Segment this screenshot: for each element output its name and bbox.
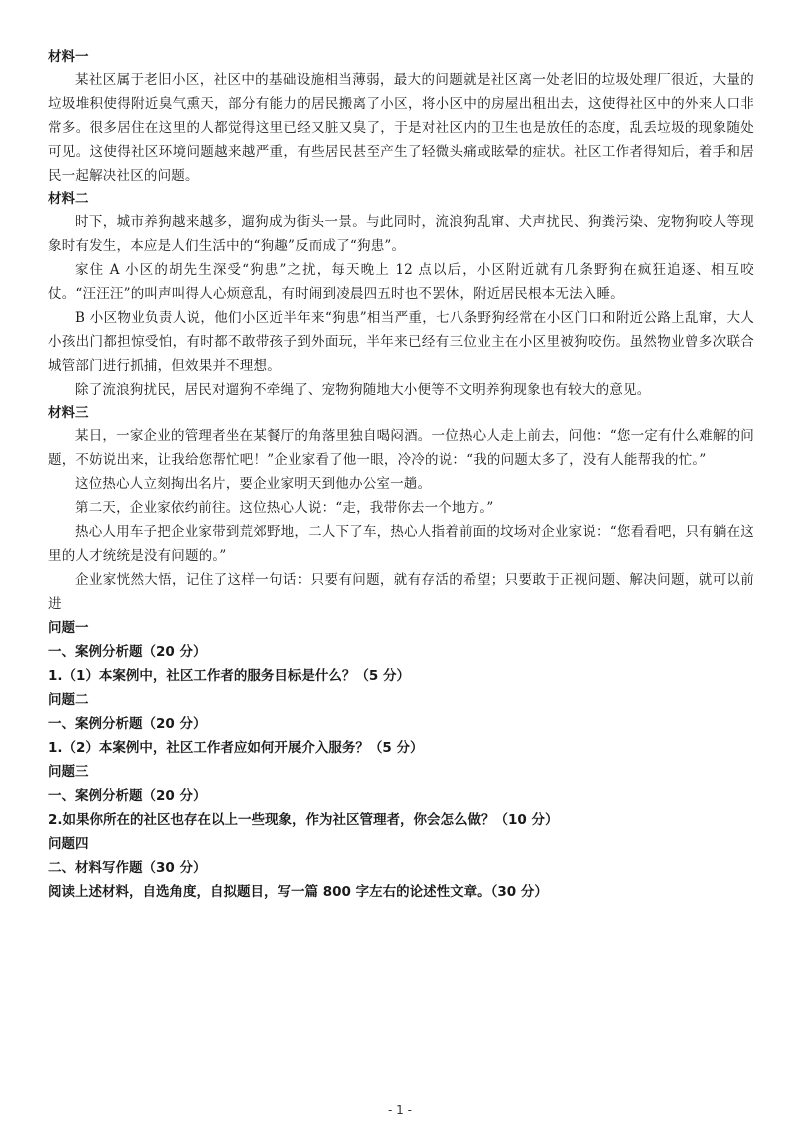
material-3-paragraph: 某日，一家企业的管理者坐在某餐厅的角落里独自喝闷酒。一位热心人走上前去，问他：“您一定有什么难解的问题，不妨说出来，让我给您帮忙吧！”企业家看了他一眼，冷冷的说：“我的问题太多了，没有人能帮我的忙。”	[48, 428, 754, 468]
material-1	[48, 46, 754, 188]
material-1-title: 材料一	[48, 49, 89, 65]
material-1-paragraph: 某社区属于老旧小区，社区中的基础设施相当薄弱，最大的问题就是社区离一处老旧的垃圾处理厂很近，大量的垃圾堆积使得附近臭气熏天，部分有能力的居民搬离了小区，将小区中的房屋出租出去，这使得社区中的外来人口非常多。很多居住在这里的人都觉得这里已经又脏又臭了，于是对社区内的卫生也是放任的态度，乱丢垃圾的现象随处可见。这使得社区环境问题越来越严重，有些居民甚至产生了轻微头痛或眩晕的症状。社区工作者得知后，着手和居民一起解决社区的问题。	[48, 72, 754, 184]
material-3-paragraph: 第二天，企业家依约前往。这位热心人说：“走，我带你去一个地方。”	[75, 500, 494, 516]
material-3-paragraph: 热心人用车子把企业家带到荒郊野地，二人下了车，热心人指着前面的坟场对企业家说：“您看看吧，只有躺在这里的人才统统是没有问题的。”	[48, 524, 754, 564]
document-page	[48, 46, 754, 904]
material-3-title: 材料三	[48, 405, 89, 421]
question-label: 问题一	[48, 620, 89, 636]
question-label: 问题二	[48, 692, 89, 708]
question-2	[48, 688, 754, 760]
question-label: 问题四	[48, 836, 89, 852]
question-section: 一、案例分析题（20 分）	[48, 644, 207, 660]
material-3-paragraph: 企业家恍然大悟，记住了这样一句话：只要有问题，就有存活的希望；只要敢于正视问题、解决问题，就可以前进	[48, 572, 754, 612]
question-text: 1.（2）本案例中，社区工作者应如何开展介入服务？（5 分）	[48, 740, 424, 756]
question-1	[48, 616, 754, 688]
question-section: 一、案例分析题（20 分）	[48, 788, 207, 804]
material-2-paragraph: 家住 A 小区的胡先生深受“狗患”之扰，每天晚上 12 点以后，小区附近就有几条野狗在疯狂追逐、相互咬仗。“汪汪汪”的叫声叫得人心烦意乱，有时闹到凌晨四五时也不罢休，附近居民根本无法入睡。	[48, 262, 754, 302]
question-4	[48, 832, 754, 904]
material-2	[48, 188, 754, 402]
question-text: 1.（1）本案例中，社区工作者的服务目标是什么？（5 分）	[48, 668, 411, 684]
material-3	[48, 402, 754, 616]
page-number: - 1 -	[388, 1103, 412, 1117]
question-section: 一、案例分析题（20 分）	[48, 716, 207, 732]
material-2-paragraph: 除了流浪狗扰民，居民对遛狗不牵绳了、宠物狗随地大小便等不文明养狗现象也有较大的意见。	[75, 382, 651, 398]
question-3	[48, 760, 754, 832]
question-section: 二、材料写作题（30 分）	[48, 860, 207, 876]
material-3-paragraph: 这位热心人立刻掏出名片，要企业家明天到他办公室一趟。	[75, 476, 432, 492]
material-2-paragraph: 时下，城市养狗越来越多，遛狗成为街头一景。与此同时，流浪狗乱窜、犬声扰民、狗粪污染、宠物狗咬人等现象时有发生，本应是人们生活中的“狗趣”反而成了“狗患”。	[48, 214, 754, 254]
question-label: 问题三	[48, 764, 89, 780]
material-2-paragraph: B 小区物业负责人说，他们小区近半年来“狗患”相当严重，七八条野狗经常在小区门口和附近公路上乱窜，大人小孩出门都担惊受怕，有时都不敢带孩子到外面玩，半年来已经有三位业主在小区里被狗咬伤。虽然物业曾多次联合城管部门进行抓捕，但效果并不理想。	[48, 310, 754, 374]
question-text: 阅读上述材料，自选角度，自拟题目，写一篇 800 字左右的论述性文章。（30 分）	[48, 884, 548, 900]
question-text: 2.如果你所在的社区也存在以上一些现象，作为社区管理者，你会怎么做？（10 分）	[48, 812, 559, 828]
material-2-title: 材料二	[48, 191, 89, 207]
